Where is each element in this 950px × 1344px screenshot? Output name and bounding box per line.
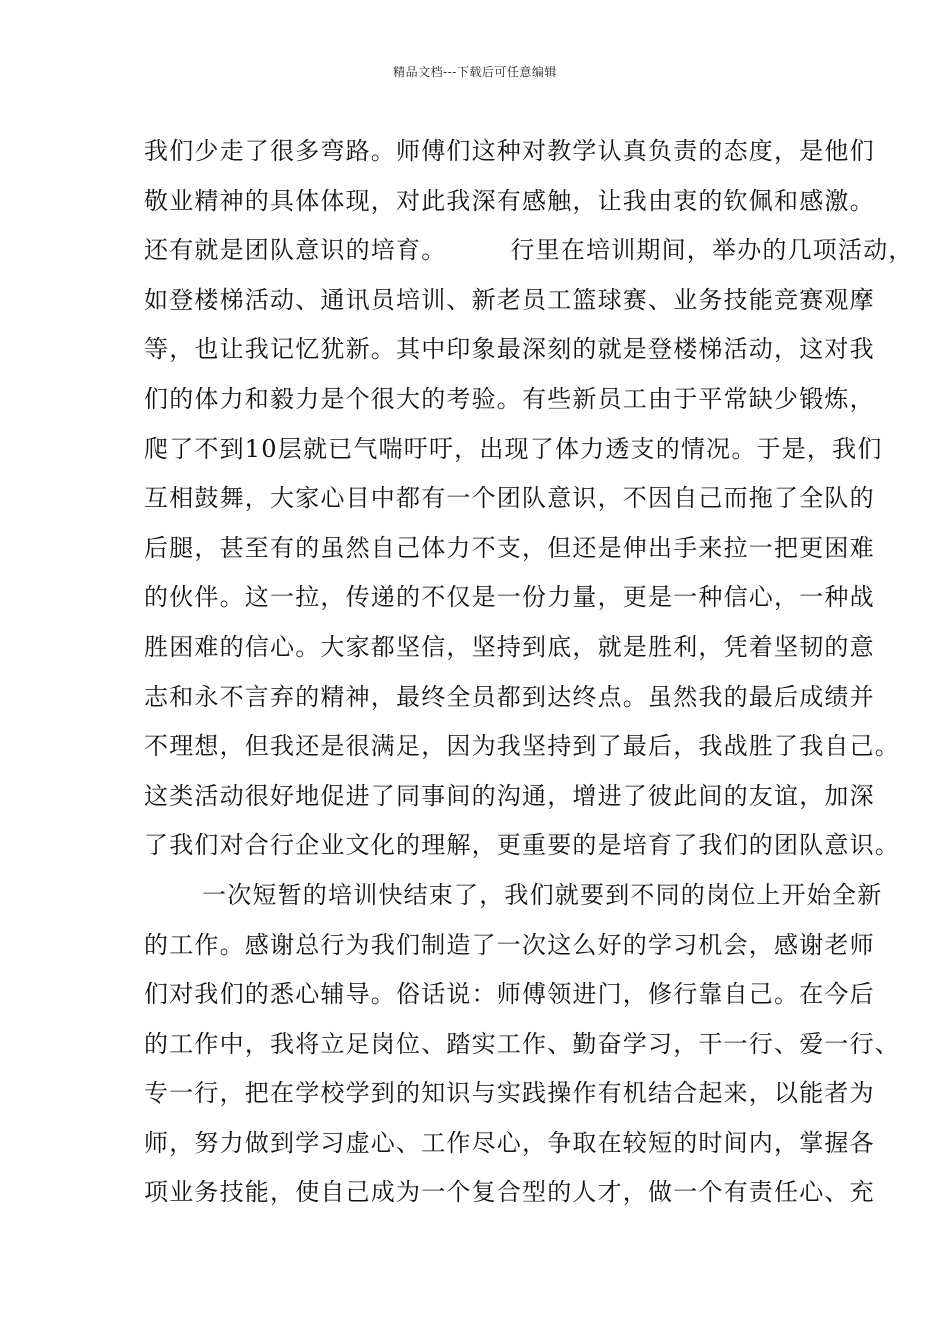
text-line: 爬了不到10层就已气喘吁吁，出现了体力透支的情况。于是，我们 — [144, 434, 883, 463]
paragraph-first-line: 一次短暂的培训快结束了，我们就要到不同的岗位上开始全新 — [202, 880, 883, 909]
text-line: 互相鼓舞，大家心目中都有一个团队意识，不因自己而拖了全队的 — [144, 484, 875, 513]
text-line — [144, 226, 914, 276]
text-segment: 行里在培训期间，举办的几项活动， — [510, 236, 914, 265]
text-line: 我们少走了很多弯路。师傅们这种对教学认真负责的态度，是他们 — [144, 137, 875, 165]
text-line: 如登楼梯活动、通讯员培训、新老员工篮球赛、业务技能竞赛观摩 — [144, 285, 875, 314]
text-segment: 还有就是团队意识的培育。 — [144, 236, 447, 265]
text-line: 项业务技能，使自己成为一个复合型的人才，做一个有责任心、充 — [144, 1178, 875, 1207]
text-line: 这类活动很好地促进了同事间的沟通，增进了彼此间的友谊，加深 — [144, 781, 875, 810]
text-line: 等，也让我记忆犹新。其中印象最深刻的就是登楼梯活动，这对我 — [144, 335, 875, 364]
body-text — [144, 127, 914, 1218]
text-line: 师，努力做到学习虚心、工作尽心，争取在较短的时间内，掌握各 — [144, 1128, 875, 1157]
text-line: 不理想，但我还是很满足，因为我坚持到了最后，我战胜了我自己。 — [144, 732, 900, 761]
text-line: 的伙伴。这一拉，传递的不仅是一份力量，更是一种信心，一种战 — [144, 583, 875, 612]
text-line: 的工作。感谢总行为我们制造了一次这么好的学习机会，感谢老师 — [144, 930, 875, 959]
text-line: 后腿，甚至有的虽然自己体力不支，但还是伸出手来拉一把更困难 — [144, 533, 875, 562]
text-line: 敬业精神的具体体现，对此我深有感触，让我由衷的钦佩和感激。 — [144, 186, 875, 215]
text-line: 们对我们的悉心辅导。俗话说：师傅领进门，修行靠自己。在今后 — [144, 980, 875, 1009]
text-line: 的工作中，我将立足岗位、踏实工作、勤奋学习，干一行、爱一行、 — [144, 1029, 900, 1058]
text-line: 们的体力和毅力是个很大的考验。有些新员工由于平常缺少锻炼， — [144, 384, 875, 413]
text-line: 专一行，把在学校学到的知识与实践操作有机结合起来，以能者为 — [144, 1079, 875, 1108]
page-header: 精品文档---下载后可任意编辑 — [393, 65, 557, 79]
text-line: 了我们对合行企业文化的理解，更重要的是培育了我们的团队意识。 — [144, 831, 900, 860]
text-line: 志和永不言弃的精神，最终全员都到达终点。虽然我的最后成绩并 — [144, 682, 875, 711]
text-line: 胜困难的信心。大家都坚信，坚持到底，就是胜利，凭着坚韧的意 — [144, 632, 875, 661]
